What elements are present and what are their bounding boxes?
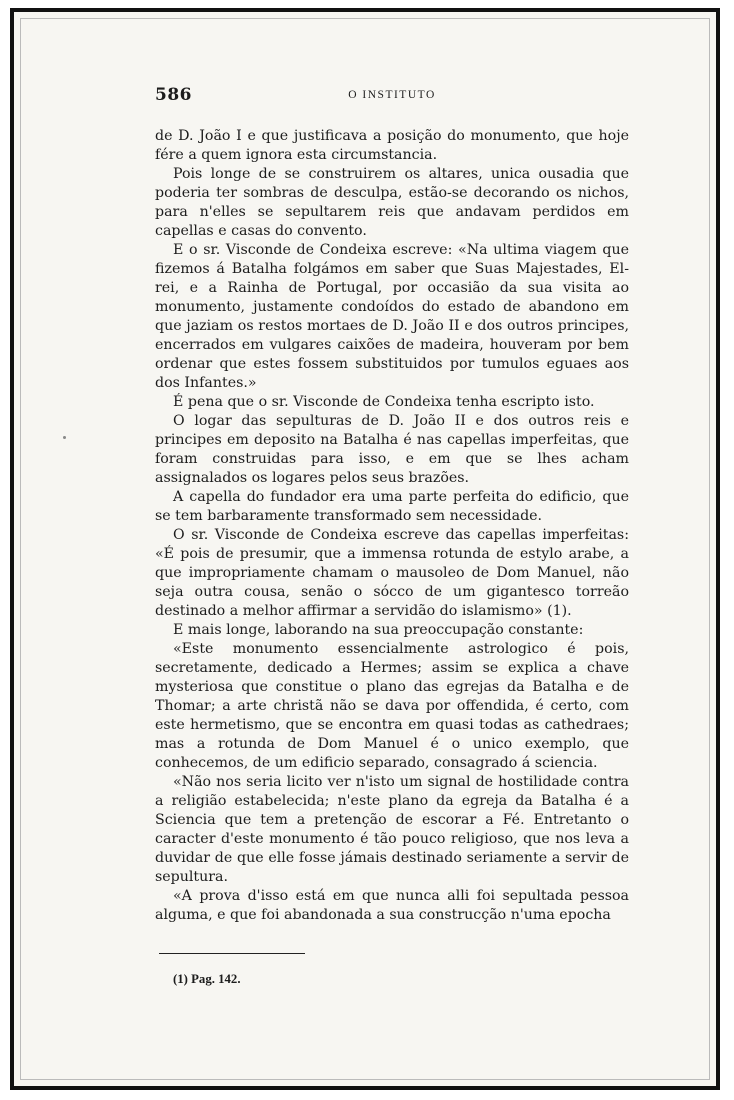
paragraph-continuation: de D. João I e que justificava a posição do monumento, que hoje fére a quem ignora esta circumstancia. [155, 128, 629, 163]
page-number: 586 [155, 85, 192, 105]
paragraph: É pena que o sr. Visconde de Condeixa tenha escripto isto. [173, 394, 595, 410]
quoted-paragraph: «A prova d'isso está em que nunca alli foi sepultada pessoa alguma, e que foi abandonada a sua construcção n'uma epocha [155, 888, 629, 923]
footnote: (1) Pag. 142. [173, 972, 241, 986]
page-header [155, 85, 629, 113]
paragraph: Pois longe de se construirem os altares, unica ousadia que poderia ter sombras de desculpa, estão-se decorando os nichos, para n'elles se sepultarem reis que andavam perdidos em capellas e casas do convento. [155, 166, 629, 239]
quoted-paragraph: «Não nos seria licito ver n'isto um signal de hostilidade contra a religião estabelecida; n'este plano da egreja da Batalha é a Sciencia que tem a pretenção de escorar a Fé. Entretanto o caracter d'este monumento é tão pouco religioso, que nos leva a duvidar de que elle fosse jámais destinado seriamente a servir de sepultura. [155, 774, 629, 885]
running-title: O INSTITUTO [348, 89, 436, 101]
body-text [155, 127, 629, 925]
footnote-divider [159, 953, 305, 954]
book-page [155, 85, 629, 987]
paragraph: O logar das sepulturas de D. João II e dos outros reis e principes em deposito na Batalha é nas capellas imperfeitas, que foram construidas para isso, e em que se lhes acham assignalados os logares pelos seus brazões. [155, 413, 629, 486]
paragraph: E o sr. Visconde de Condeixa escreve: «Na ultima viagem que fizemos á Batalha folgámos em saber que Suas Majestades, El-rei, e a Rainha de Portugal, por occasião da sua visita ao monumento, justamente condoídos do estado de abandono em que jaziam os restos mortaes de D. João II e dos outros principes, encerrados em vulgares caixões de madeira, houveram por bem ordenar que estes fossem substituidos por tumulos eguaes aos dos Infantes.» [155, 242, 629, 391]
quoted-paragraph: «Este monumento essencialmente astrologico é pois, secretamente, dedicado a Hermes; assim se explica a chave mysteriosa que constitue o plano das egrejas da Batalha e de Thomar; a arte christã não se dava por offendida, é certo, com este hermetismo, que se encontra em quasi todas as cathedraes; mas a rotunda de Dom Manuel é o unico exemplo, que conhecemos, de um edificio separado, consagrado á sciencia. [155, 641, 629, 771]
paragraph: A capella do fundador era uma parte perfeita do edificio, que se tem barbaramente transformado sem necessidade. [155, 489, 629, 524]
paragraph: E mais longe, laborando na sua preoccupação constante: [173, 622, 584, 638]
paper-speck [63, 436, 66, 439]
paragraph: O sr. Visconde de Condeixa escreve das capellas imperfeitas: «É pois de presumir, que a immensa rotunda de estylo arabe, a que impropriamente chamam o mausoleo de Dom Manuel, não seja outra cousa, senão o sócco de um gigantesco torreão destinado a melhor affirmar a servidão do islamismo» (1). [155, 527, 629, 619]
